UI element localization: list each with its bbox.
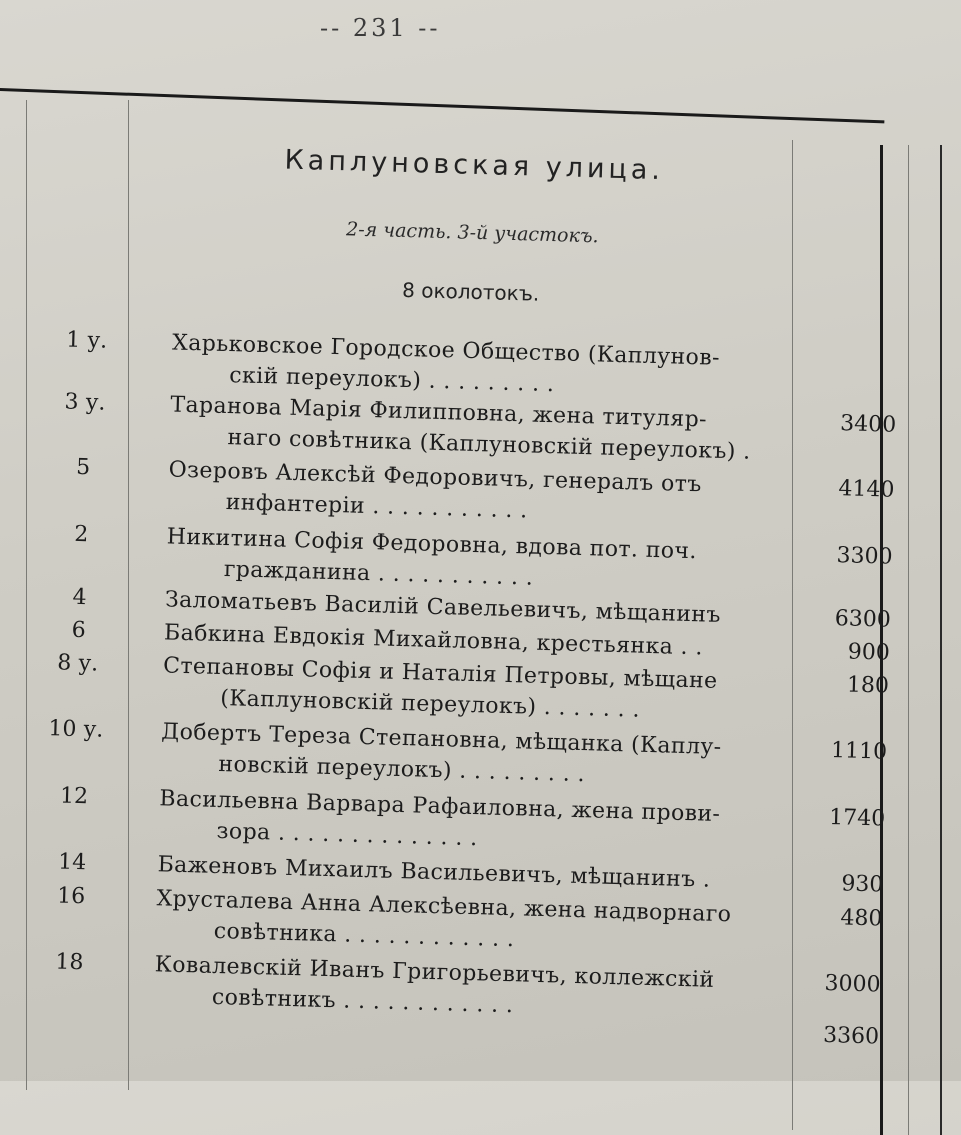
house-number: 14 — [57, 849, 87, 876]
street-title: Каплуновская улица. — [284, 144, 665, 187]
amount: 1110 — [830, 738, 888, 765]
owner-line-cont: совѣтника . . . . . . . . . . . . — [213, 918, 515, 953]
house-number: 1 у. — [65, 327, 108, 354]
owner-line: Добертъ Тереза Степановна, мѣщанка (Каплу- — [161, 719, 722, 760]
house-number: 2 — [73, 521, 89, 548]
owner-line-cont: совѣтникъ . . . . . . . . . . . . — [211, 984, 514, 1019]
amount: 3300 — [836, 543, 893, 570]
house-number: 5 — [75, 454, 91, 481]
amount: 3400 — [839, 411, 897, 438]
amount — [836, 346, 898, 348]
amount: 1740 — [828, 805, 886, 832]
owner-line-cont: гражданина . . . . . . . . . . . — [223, 557, 534, 591]
owner-line: Таранова Марія Филипповна, жена титуляр- — [170, 392, 708, 433]
amount: 900 — [847, 639, 891, 666]
amount: 3000 — [824, 970, 881, 998]
owner-line: Васильевна Варвара Рафаиловна, жена прови- — [159, 786, 721, 827]
house-number: 3 у. — [64, 389, 106, 416]
owner-line: Озеровъ Алексѣй Федоровичъ, генералъ отъ — [168, 457, 703, 498]
owner-line: Степановы Софія и Наталія Петровы, мѣщане — [162, 653, 718, 694]
owner-text — [154, 949, 793, 1029]
owner-line: Ковалевскій Иванъ Григорьевичъ, коллежскій — [154, 952, 715, 993]
house-number: 12 — [59, 783, 89, 810]
owner-text — [160, 716, 799, 796]
page-number: -- 231 -- — [320, 14, 441, 42]
house-number: 18 — [55, 949, 84, 976]
owner-line: Бабкина Евдокія Михайловна, крестьянка . . — [163, 620, 704, 661]
amount: 930 — [841, 871, 884, 898]
house-number: 4 — [72, 584, 87, 611]
amount: 6300 — [834, 606, 892, 633]
house-number: 16 — [56, 883, 86, 910]
owner-line-cont: наго совѣтника (Каплуновскій переулокъ) . — [227, 425, 751, 465]
owner-line-cont: новскій переулокъ) . . . . . . . . . — [218, 751, 586, 788]
district-subtitle: 2-я часть. 3-й участокъ. — [345, 218, 599, 248]
owner-line: Заломатьевъ Василій Савельевичъ, мѣщанинъ — [164, 587, 722, 628]
owner-line-cont: (Каплуновскій переулокъ) . . . . . . . — [219, 685, 641, 723]
amount: 3360 — [822, 1022, 880, 1050]
owner-line-cont: инфантеріи . . . . . . . . . . . — [225, 490, 528, 524]
house-number: 10 у. — [48, 716, 104, 743]
owner-line: Баженовъ Михаилъ Васильевичъ, мѣщанинъ . — [157, 852, 711, 893]
house-number: 8 у. — [56, 650, 99, 677]
owner-line: Харьковское Городское Общество (Каплунов- — [171, 330, 721, 371]
house-number: 6 — [71, 617, 86, 644]
owner-line-cont: скій переулокъ) . . . . . . . . . — [228, 363, 555, 398]
list-item — [45, 324, 915, 398]
amount: 180 — [846, 672, 890, 699]
owner-line-cont: зора . . . . . . . . . . . . . . — [216, 818, 478, 852]
owner-line: Никитина Софія Федоровна, вдова пот. поч. — [166, 524, 698, 565]
amount: 480 — [840, 905, 883, 932]
owner-line: Хрусталева Анна Алексѣевна, жена надворнаго — [156, 886, 732, 928]
precinct-subtitle: 8 околотокъ. — [401, 277, 540, 306]
amount: 4140 — [838, 476, 895, 503]
